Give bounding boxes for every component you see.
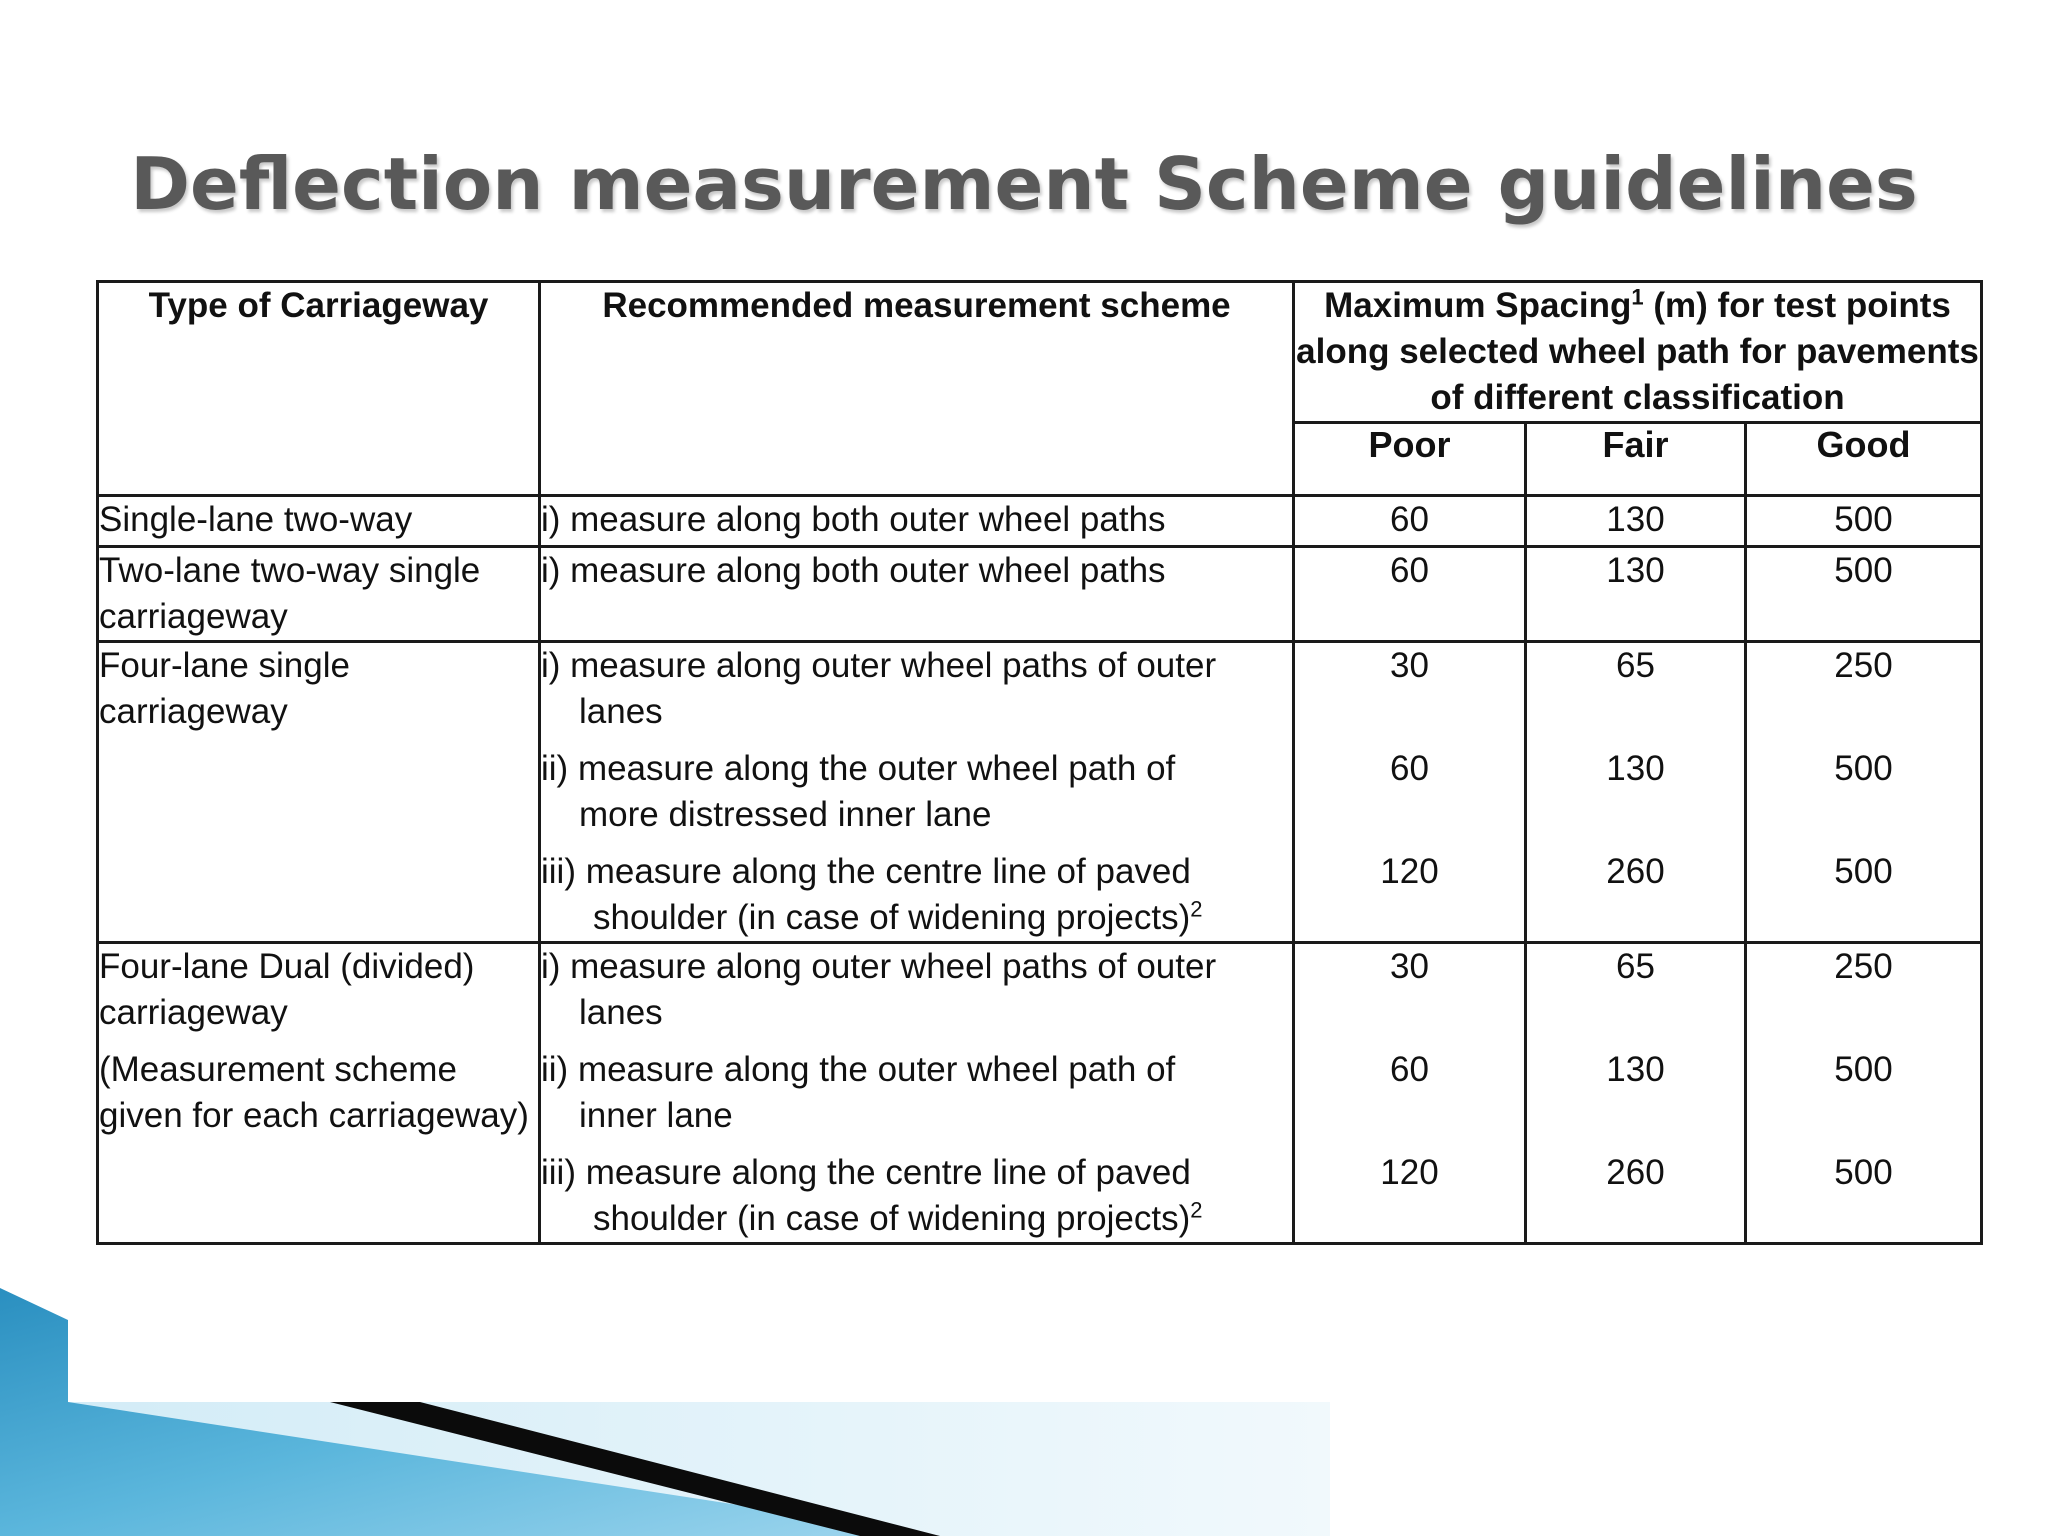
good-value: 500 <box>1834 1153 1893 1192</box>
fair-cell <box>1526 642 1746 943</box>
header-spacing-label: Maximum Spacing <box>1324 286 1632 325</box>
scheme-item <box>541 643 1292 735</box>
fair-value: 130 <box>1606 500 1665 539</box>
fair-value: 260 <box>1606 1153 1665 1192</box>
header-spacing-footnote: 1 <box>1631 284 1644 310</box>
scheme-item-continuation: lanes <box>579 993 663 1032</box>
header-good: Good <box>1746 423 1982 496</box>
poor-value: 30 <box>1390 646 1429 685</box>
scheme-item-text: measure along the outer wheel path of <box>577 749 1176 788</box>
poor-value: 60 <box>1390 500 1429 539</box>
good-value: 500 <box>1834 500 1893 539</box>
fair-value: 130 <box>1606 749 1665 788</box>
header-spacing <box>1294 282 1982 423</box>
scheme-item-text: measure along outer wheel paths of outer <box>570 646 1217 685</box>
poor-cell <box>1294 943 1526 1244</box>
deflection-scheme-table <box>96 280 1983 1245</box>
scheme-item-index: i) <box>541 551 571 590</box>
scheme-item <box>541 548 1292 640</box>
poor-cell <box>1294 642 1526 943</box>
poor-value: 120 <box>1380 1153 1439 1192</box>
header-fair: Fair <box>1526 423 1746 496</box>
good-cell <box>1746 943 1982 1244</box>
fair-value: 130 <box>1606 551 1665 590</box>
scheme-item <box>541 497 1292 543</box>
scheme-cell <box>540 547 1294 642</box>
poor-value: 30 <box>1390 947 1429 986</box>
footnote-marker: 2 <box>1190 896 1203 922</box>
scheme-item <box>541 1047 1292 1139</box>
table-row <box>98 496 1982 547</box>
scheme-item-index: iii) <box>541 1153 586 1192</box>
good-value: 500 <box>1834 749 1893 788</box>
scheme-item-index: i) <box>541 947 571 986</box>
poor-cell <box>1294 496 1526 547</box>
scheme-item <box>541 1150 1292 1242</box>
decor-blue-wedge <box>0 1288 940 1536</box>
header-type-label: Type of Carriageway <box>148 286 489 325</box>
good-cell <box>1746 547 1982 642</box>
decor-dark-stripe <box>330 1402 940 1536</box>
good-cell <box>1746 642 1982 943</box>
footnote-marker: 2 <box>1190 1197 1203 1223</box>
table-row <box>98 547 1982 642</box>
scheme-item-continuation: more distressed inner lane <box>579 795 992 834</box>
scheme-cell <box>540 642 1294 943</box>
scheme-item-continuation-text: shoulder (in case of widening projects) <box>593 898 1191 937</box>
good-value: 500 <box>1834 852 1893 891</box>
scheme-cell <box>540 943 1294 1244</box>
poor-value: 120 <box>1380 852 1439 891</box>
scheme-item-text: measure along the centre line of paved <box>585 852 1191 891</box>
fair-value: 260 <box>1606 852 1665 891</box>
scheme-item-text: measure along the outer wheel path of <box>577 1050 1176 1089</box>
fair-cell <box>1526 547 1746 642</box>
poor-value: 60 <box>1390 749 1429 788</box>
header-poor: Poor <box>1294 423 1526 496</box>
scheme-item-index: i) <box>541 500 571 539</box>
scheme-item-continuation <box>541 895 1292 941</box>
scheme-item <box>541 746 1292 838</box>
scheme-item-text: measure along outer wheel paths of outer <box>570 947 1217 986</box>
poor-cell <box>1294 547 1526 642</box>
scheme-item-text: measure along both outer wheel paths <box>570 551 1166 590</box>
good-value: 250 <box>1834 646 1893 685</box>
fair-cell <box>1526 943 1746 1244</box>
decor-white-mask <box>68 1396 1998 1402</box>
fair-cell <box>1526 496 1746 547</box>
fair-value: 65 <box>1616 646 1655 685</box>
carriageway-type-cell <box>98 943 540 1244</box>
good-value: 250 <box>1834 947 1893 986</box>
scheme-item-index: ii) <box>541 1050 578 1089</box>
header-scheme <box>540 282 1294 496</box>
scheme-item-index: ii) <box>541 749 578 788</box>
scheme-item <box>541 849 1292 941</box>
header-scheme-label: Recommended measurement scheme <box>602 286 1231 325</box>
table-row <box>98 943 1982 1244</box>
scheme-item-text: measure along both outer wheel paths <box>570 500 1166 539</box>
fair-value: 65 <box>1616 947 1655 986</box>
good-value: 500 <box>1834 1050 1893 1089</box>
scheme-item-continuation <box>541 1196 1292 1242</box>
good-value: 500 <box>1834 551 1893 590</box>
carriageway-type: Single-lane two-way <box>98 496 540 547</box>
scheme-item-continuation: lanes <box>579 692 663 731</box>
poor-value: 60 <box>1390 1050 1429 1089</box>
carriageway-type: Four-lane Dual (divided) carriageway <box>99 947 475 1032</box>
scheme-item <box>541 944 1292 1036</box>
carriageway-type: Two-lane two-way single carriageway <box>98 547 540 642</box>
table-row <box>98 642 1982 943</box>
scheme-item-text: measure along the centre line of paved <box>585 1153 1191 1192</box>
scheme-item-continuation-text: shoulder (in case of widening projects) <box>593 1199 1191 1238</box>
slide-title: Deflection measurement Scheme guidelines <box>130 142 1918 226</box>
good-cell <box>1746 496 1982 547</box>
decor-light-wedge <box>68 1402 1330 1536</box>
carriageway-type-note: (Measurement scheme given for each carriageway) <box>99 1050 529 1135</box>
fair-value: 130 <box>1606 1050 1665 1089</box>
poor-value: 60 <box>1390 551 1429 590</box>
scheme-item-continuation: inner lane <box>579 1096 733 1135</box>
scheme-cell <box>540 496 1294 547</box>
carriageway-type: Four-lane single carriageway <box>98 642 540 943</box>
header-spacing-rest: (m) for test points along selected wheel path for pavements of different classification <box>1296 286 1979 417</box>
scheme-item-index: i) <box>541 646 571 685</box>
header-type <box>98 282 540 496</box>
scheme-item-index: iii) <box>541 852 586 891</box>
